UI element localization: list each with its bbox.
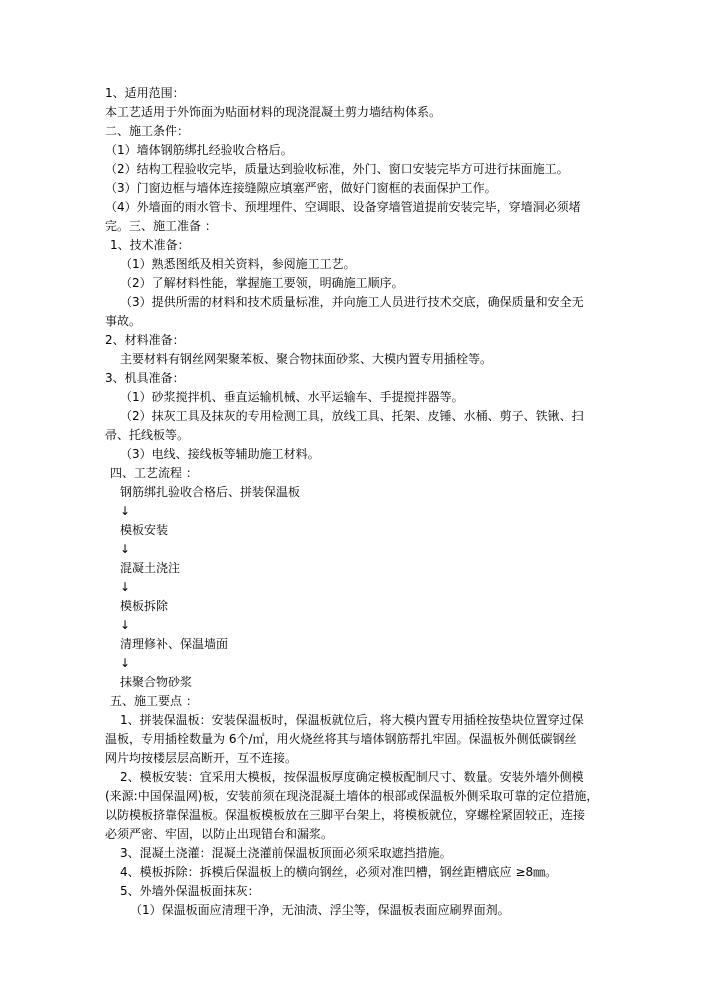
point-5-1: （1）保温板面应清理干净，无油渍、浮尘等，保温板表面应刷界面剂。 [130,903,510,917]
condition-1: （1）墙体钢筋绑扎经验收合格后。 [105,143,293,157]
flow-arrow-down-icon: ↓ [120,504,131,518]
tech-prep-2: （2）了解材料性能，掌握施工要领，明确施工顺序。 [120,276,404,290]
condition-3: （3）门窗边框与墙体连接缝隙应填塞严密，做好门窗框的表面保护工作。 [105,181,497,195]
tools-prep-heading: 3、机具准备： [105,371,185,385]
section-2-heading: 二、施工条件： [105,124,190,138]
flow-step-3: 混凝土浇注 [120,561,181,575]
flow-arrow-down-icon: ↓ [120,580,131,594]
condition-4-cont: 完。三、施工准备 ： [105,219,217,233]
point-2: 2、模板安装：宜采用大模板，按保温板厚度确定模板配制尺寸、数量。安装外墙外侧模 [120,770,584,784]
material-prep-heading: 2、材料准备： [105,333,185,347]
tools-prep-2: （2）抹灰工具及抹灰的专用检测工具，放线工具、托架、皮锤、水桶、剪子、铁锹、扫 [120,409,584,423]
flow-arrow-down-icon: ↓ [120,656,131,670]
tools-prep-3: （3）电线、接线板等辅助施工材料。 [120,447,320,461]
flow-step-1: 钢筋绑扎验收合格后、拼装保温板 [120,485,301,499]
tech-prep-3-cont: 事故。 [105,314,142,328]
point-4: 4、模板拆除：拆模后保温板上的横向钢丝，必须对准凹槽，钢丝距槽底应 ≥8㎜。 [120,865,558,879]
flow-step-2: 模板安装 [120,523,169,537]
condition-4: （4）外墙面的雨水管卡、预埋埋件、空调眼、设备穿墙管道提前安装完毕，穿墙洞必须堵 [105,200,581,214]
point-2-cont: (来源:中国保温网)板，安装前须在现浇混凝土墙体的根部或保温板外侧采取可靠的定位措施， [105,789,599,803]
tools-prep-1: （1）砂浆搅拌机、垂直运输机械、水平运输车、手提搅拌器等。 [120,390,464,404]
point-2-cont: 以防模板挤靠保温板。保温板模板放在三脚平台架上，将模板就位，穿螺栓紧固较正，连接 [105,808,586,822]
scope-text: 本工艺适用于外饰面为贴面材料的现浇混凝土剪力墙结构体系。 [105,105,442,119]
section-1-heading: 1、适用范围： [105,86,185,100]
point-1-cont: 温板，专用插栓数量为 6个/㎡，用火烧丝将其与墙体钢筋帮扎牢固。保温板外侧低碳钢丝 [105,732,577,746]
point-5: 5、外墙外保温板面抹灰： [120,884,260,898]
point-3: 3、混凝土浇灌：混凝土浇灌前保温板顶面必须采取遮挡措施。 [120,846,452,860]
point-2-cont: 必须严密、牢固，以防止出现错台和漏浆。 [105,827,334,841]
tech-prep-1: （1）熟悉图纸及相关资料，参阅施工工艺。 [120,257,356,271]
point-1: 1、拼装保温板：安装保温板时，保温板就位后，将大模内置专用插栓按垫块位置穿过保 [120,713,584,727]
tech-prep-3: （3）提供所需的材料和技术质量标准，并向施工人员进行技术交底，确保质量和安全无 [120,295,584,309]
section-4-heading: 四、工艺流程 ： [110,466,198,480]
flow-arrow-down-icon: ↓ [120,542,131,556]
tools-prep-2-cont: 帚、托线板等。 [105,428,190,442]
flow-arrow-down-icon: ↓ [120,618,131,632]
point-1-cont: 网片均按楼层层高断开，互不连接。 [105,751,298,765]
section-5-heading: 五、施工要点 ： [110,694,198,708]
tech-prep-heading: 1、技术准备： [110,238,190,252]
flow-step-5: 清理修补、保温墙面 [120,637,229,651]
flow-step-6: 抹聚合物砂浆 [120,675,193,689]
condition-2: （2）结构工程验收完毕，质量达到验收标准，外门、窗口安装完毕方可进行抹面施工。 [105,162,569,176]
flow-step-4: 模板拆除 [120,599,169,613]
material-prep-text: 主要材料有钢丝网架聚苯板、聚合物抹面砂浆、大模内置专用插栓等。 [120,352,493,366]
